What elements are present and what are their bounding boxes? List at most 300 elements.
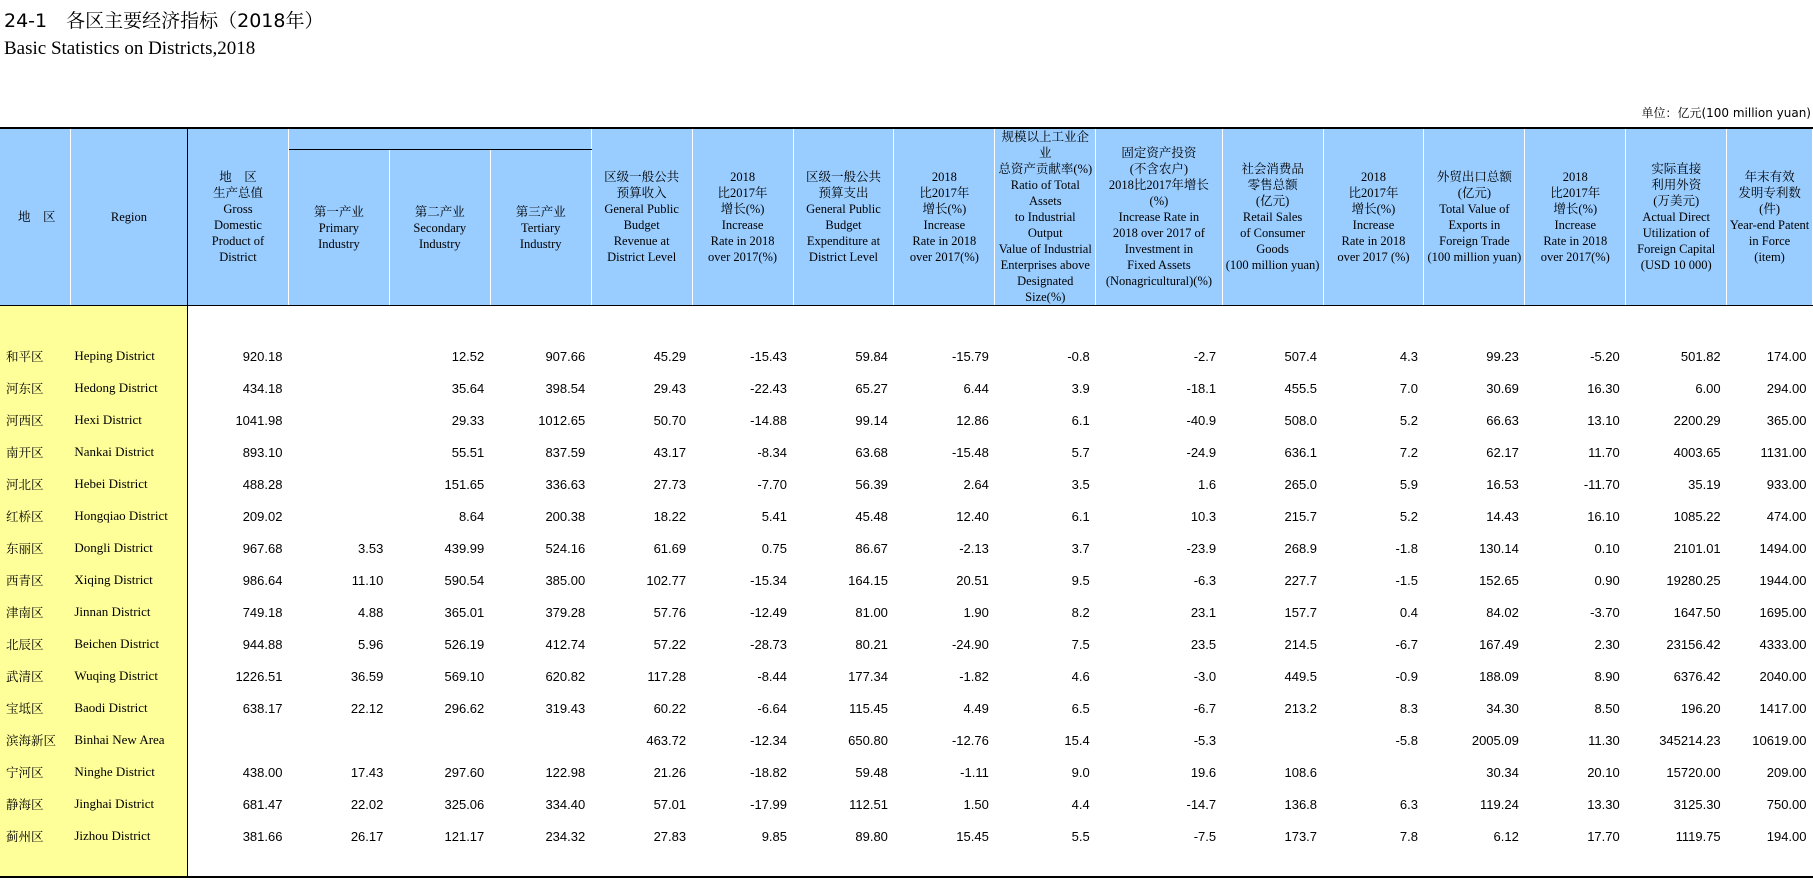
- cell-region-en: Jinnan District: [70, 596, 187, 628]
- header-line: Gross: [223, 202, 253, 216]
- cell-expenditure-rate: 2.64: [963, 476, 989, 492]
- cell-expenditure: 115.45: [849, 700, 888, 716]
- header-line: 增长(%): [1351, 202, 1396, 216]
- header-line: 生产总值: [212, 186, 263, 200]
- header-line: 增长(%): [922, 202, 967, 216]
- cell-retail-rate: 5.2: [1399, 412, 1418, 428]
- cell-exports-rate: -11.70: [1583, 476, 1620, 492]
- table-row: [0, 788, 1813, 820]
- cell-expenditure: 81.00: [855, 604, 888, 620]
- cell-revenue: 45.29: [653, 348, 687, 364]
- cell-fixed-assets-rate: 1.6: [1198, 476, 1217, 492]
- cell-patents: 1695.00: [1759, 604, 1807, 620]
- cell-revenue: 117.28: [647, 668, 687, 684]
- cell-expenditure: 112.51: [849, 796, 888, 812]
- cell-gdp: 967.68: [242, 540, 283, 556]
- header-retail-rate: [1323, 128, 1424, 306]
- cell-region-cn: 静海区: [0, 788, 70, 820]
- cell-revenue: 27.73: [653, 476, 687, 492]
- header-line: over 2017(%): [708, 250, 778, 264]
- cell-industrial-ratio: 4.6: [1071, 668, 1090, 684]
- cell-retail: 507.4: [1284, 348, 1318, 364]
- cell-gdp: 381.66: [242, 828, 283, 844]
- cell-expenditure-rate: -12.76: [951, 732, 989, 748]
- header-line: Goods: [1256, 242, 1289, 256]
- header-line: 2018比2017年增长: [1108, 178, 1209, 192]
- cell-retail-rate: 7.2: [1399, 444, 1418, 460]
- header-line: in Force: [1748, 234, 1791, 248]
- table-row: [0, 596, 1813, 628]
- cell-exports: 167.49: [1479, 636, 1519, 652]
- cell-secondary: 8.64: [458, 508, 485, 524]
- cell-region-cn: 宝坻区: [0, 692, 70, 724]
- header-industry-group: [288, 128, 591, 150]
- cell-revenue: 18.22: [653, 508, 687, 524]
- header-line: 增长(%): [720, 202, 765, 216]
- header-line: 2018: [931, 170, 957, 184]
- header-line: Increase: [721, 218, 764, 232]
- cell-primary: 36.59: [350, 668, 384, 684]
- header-line: 第二产业: [414, 204, 465, 219]
- cell-secondary: 29.33: [451, 412, 485, 428]
- cell-fixed-assets-rate: -3.0: [1193, 668, 1217, 684]
- cell-patents: 750.00: [1766, 796, 1807, 812]
- cell-secondary: 151.65: [444, 476, 485, 492]
- cell-retail: 265.0: [1284, 476, 1318, 492]
- cell-expenditure: 86.67: [855, 540, 888, 556]
- cell-retail-rate: -1.8: [1395, 540, 1418, 556]
- header-revenue: [591, 128, 692, 306]
- cell-gdp: 488.28: [242, 476, 283, 492]
- cell-patents: 294.00: [1766, 380, 1807, 396]
- header-line: General Public: [604, 202, 679, 216]
- cell-retail: 449.5: [1284, 668, 1318, 684]
- header-retail: [1222, 128, 1323, 306]
- header-line: 2018: [1562, 170, 1588, 184]
- header-industrial-ratio: [995, 128, 1096, 306]
- header-line: District Level: [808, 250, 878, 264]
- cell-fixed-assets-rate: 23.5: [1190, 636, 1217, 652]
- cell-exports: 130.14: [1479, 540, 1519, 556]
- cell-gdp: 1226.51: [235, 668, 283, 684]
- cell-region-en: Heping District: [70, 340, 187, 372]
- table-row: [0, 340, 1813, 372]
- cell-industrial-ratio: 7.5: [1071, 636, 1090, 652]
- cell-fdi: 2200.29: [1673, 412, 1721, 428]
- cell-expenditure: 164.15: [848, 572, 888, 588]
- cell-exports-rate: 16.30: [1587, 380, 1620, 396]
- header-line: (件): [1759, 202, 1780, 216]
- cell-exports: 34.30: [1486, 700, 1519, 716]
- cell-revenue-rate: 0.75: [761, 540, 788, 556]
- cell-fixed-assets-rate: -2.7: [1193, 348, 1217, 364]
- cell-gdp: 749.18: [242, 604, 283, 620]
- cell-fdi: 1119.75: [1675, 828, 1721, 844]
- cell-exports-rate: 11.30: [1588, 732, 1620, 748]
- header-line: Rate in 2018: [710, 234, 775, 248]
- header-line: 增长(%): [1553, 202, 1598, 216]
- cell-patents: 933.00: [1766, 476, 1807, 492]
- cell-retail-rate: 5.9: [1399, 476, 1418, 492]
- header-line: 总资产贡献率(%): [998, 162, 1093, 176]
- cell-fixed-assets-rate: -7.5: [1193, 828, 1217, 844]
- cell-exports-rate: -5.20: [1590, 348, 1620, 364]
- cell-exports-rate: 13.10: [1587, 412, 1620, 428]
- header-line: Exports in: [1448, 218, 1501, 232]
- cell-region-cn: 和平区: [0, 340, 70, 372]
- cell-retail: 214.5: [1284, 636, 1318, 652]
- cell-region-en: Jizhou District: [70, 820, 187, 852]
- cell-tertiary: 524.16: [545, 540, 586, 556]
- header-line: Product of: [211, 234, 265, 248]
- cell-fixed-assets-rate: -18.1: [1186, 380, 1217, 396]
- cell-gdp: 209.02: [242, 508, 283, 524]
- cell-fdi: 23156.42: [1666, 636, 1721, 652]
- header-line: 利用外资: [1651, 178, 1702, 192]
- cell-region-en: Hongqiao District: [70, 500, 187, 532]
- cell-region-cn: 河西区: [0, 404, 70, 436]
- cell-expenditure: 650.80: [848, 732, 888, 748]
- cell-primary: [288, 340, 389, 372]
- cell-secondary: 35.64: [451, 380, 485, 396]
- cell-exports-rate: 0.10: [1594, 540, 1620, 556]
- header-line: Ratio of Total Assets: [1010, 178, 1080, 208]
- cell-exports: 152.65: [1479, 572, 1519, 588]
- header-line: 年末有效: [1744, 170, 1795, 184]
- header-expenditure: [793, 128, 894, 306]
- cell-region-cn: 津南区: [0, 596, 70, 628]
- header-tertiary: [490, 150, 591, 306]
- cell-retail: 215.7: [1284, 508, 1318, 524]
- cell-revenue-rate: -7.70: [757, 476, 788, 492]
- cell-industrial-ratio: 6.5: [1071, 700, 1090, 716]
- cell-primary: 26.17: [350, 828, 384, 844]
- cell-expenditure: 45.48: [855, 508, 888, 524]
- cell-primary: [288, 500, 389, 532]
- cell-industrial-ratio: 6.1: [1071, 412, 1090, 428]
- cell-secondary: 55.51: [451, 444, 485, 460]
- header-line: Industry: [519, 236, 562, 251]
- cell-revenue: 463.72: [646, 732, 687, 748]
- cell-fdi: 6376.42: [1673, 668, 1721, 684]
- cell-revenue: 61.69: [653, 540, 687, 556]
- header-line: Budget: [623, 218, 660, 232]
- cell-retail-rate: 4.3: [1399, 348, 1418, 364]
- cell-fixed-assets-rate: -14.7: [1186, 796, 1217, 812]
- cell-exports: 30.69: [1486, 380, 1519, 396]
- cell-revenue-rate: -12.34: [750, 732, 788, 748]
- cell-region-cn: 滨海新区: [0, 724, 70, 756]
- header-line: (100 million yuan): [1427, 250, 1522, 264]
- header-line: 固定资产投资: [1121, 146, 1197, 160]
- cell-gdp: 1041.98: [235, 412, 283, 428]
- page-title-cn: 24-1 各区主要经济指标（2018年）: [4, 10, 324, 32]
- cell-industrial-ratio: 3.9: [1071, 380, 1090, 396]
- cell-region-en: Hexi District: [70, 404, 187, 436]
- header-line: Value of Industrial: [998, 242, 1092, 256]
- cell-gdp: 986.64: [242, 572, 283, 588]
- cell-secondary: 325.06: [444, 796, 485, 812]
- header-line: 比2017年: [1550, 186, 1601, 200]
- cell-exports: 14.43: [1486, 508, 1519, 524]
- cell-patents: 2040.00: [1759, 668, 1807, 684]
- cell-retail-rate: 7.0: [1399, 380, 1418, 396]
- cell-secondary: [389, 724, 490, 756]
- cell-secondary: 297.60: [444, 764, 485, 780]
- cell-retail-rate: -5.8: [1395, 732, 1418, 748]
- table-row: [0, 660, 1813, 692]
- header-line: Investment in: [1124, 242, 1194, 256]
- cell-tertiary: 122.98: [545, 764, 586, 780]
- table-row: [0, 628, 1813, 660]
- table-row: [0, 756, 1813, 788]
- statistics-table: [0, 127, 1813, 878]
- cell-retail: 136.8: [1284, 796, 1318, 812]
- header-line: Tertiary: [521, 220, 561, 235]
- cell-revenue-rate: -6.64: [757, 700, 788, 716]
- cell-fdi: 1647.50: [1673, 604, 1721, 620]
- cell-fixed-assets-rate: -5.3: [1193, 732, 1217, 748]
- unit-label: 单位：亿元(100 million yuan): [1641, 106, 1811, 120]
- cell-revenue-rate: -15.43: [750, 348, 788, 364]
- cell-primary: 22.12: [350, 700, 384, 716]
- cell-revenue: 57.76: [653, 604, 687, 620]
- header-line: Domestic: [214, 218, 262, 232]
- cell-primary: 17.43: [350, 764, 384, 780]
- page-title-en: Basic Statistics on Districts,2018: [4, 38, 256, 59]
- cell-region-en: Nankai District: [70, 436, 187, 468]
- cell-region-cn: 北辰区: [0, 628, 70, 660]
- cell-secondary: 439.99: [444, 540, 485, 556]
- table-row: [0, 372, 1813, 404]
- header-line: Utilization of: [1642, 226, 1710, 240]
- cell-patents: 1494.00: [1759, 540, 1807, 556]
- cell-primary: [288, 468, 389, 500]
- cell-expenditure-rate: -1.11: [960, 764, 989, 780]
- header-line: 零售总额: [1247, 178, 1298, 192]
- cell-fdi: 196.20: [1680, 700, 1721, 716]
- header-line: 第三产业: [515, 204, 566, 219]
- cell-expenditure-rate: -15.79: [951, 348, 989, 364]
- cell-expenditure-rate: 6.44: [963, 380, 989, 396]
- cell-revenue-rate: -28.73: [750, 636, 788, 652]
- header-line: (USD 10 000): [1640, 258, 1712, 272]
- header-line: Expenditure at: [806, 234, 881, 248]
- header-line: over 2017(%): [909, 250, 979, 264]
- cell-exports-rate: 8.90: [1594, 668, 1620, 684]
- cell-industrial-ratio: 5.5: [1071, 828, 1090, 844]
- header-line: Budget: [825, 218, 862, 232]
- cell-primary: 11.10: [351, 572, 384, 588]
- header-line: 比2017年: [717, 186, 768, 200]
- cell-tertiary: 234.32: [545, 828, 586, 844]
- cell-fdi: 35.19: [1688, 476, 1721, 492]
- cell-region-cn: 河东区: [0, 372, 70, 404]
- cell-fixed-assets-rate: 23.1: [1190, 604, 1217, 620]
- cell-patents: 4333.00: [1759, 636, 1807, 652]
- cell-tertiary: 1012.65: [538, 412, 586, 428]
- cell-expenditure: 89.80: [855, 828, 888, 844]
- header-line: District: [219, 250, 257, 264]
- cell-revenue: 102.77: [646, 572, 687, 588]
- cell-fixed-assets-rate: -23.9: [1186, 540, 1217, 556]
- header-line: 实际直接: [1651, 162, 1702, 176]
- cell-revenue: 29.43: [653, 380, 687, 396]
- cell-secondary: 365.01: [444, 604, 485, 620]
- cell-patents: 1417.00: [1759, 700, 1807, 716]
- cell-exports: 6.12: [1493, 828, 1519, 844]
- cell-retail-rate: 8.3: [1399, 700, 1418, 716]
- header-line: 规模以上工业企业: [1001, 130, 1090, 160]
- cell-tertiary: 379.28: [545, 604, 586, 620]
- cell-region-en: Jinghai District: [70, 788, 187, 820]
- cell-expenditure-rate: 15.45: [956, 828, 989, 844]
- header-line: (不含农户): [1129, 162, 1189, 176]
- cell-industrial-ratio: 15.4: [1064, 732, 1090, 748]
- cell-region-en: Baodi District: [70, 692, 187, 724]
- cell-revenue: 43.17: [653, 444, 687, 460]
- cell-expenditure: 56.39: [855, 476, 888, 492]
- cell-secondary: 12.52: [451, 348, 485, 364]
- header-line: Rate in 2018: [1341, 234, 1406, 248]
- header-line: Industry: [418, 236, 461, 251]
- cell-retail: 213.2: [1284, 700, 1318, 716]
- cell-retail: 157.7: [1284, 604, 1318, 620]
- cell-expenditure: 65.27: [855, 380, 888, 396]
- cell-primary: 4.88: [358, 604, 384, 620]
- cell-region-en: Xiqing District: [70, 564, 187, 596]
- header-line: 2018 over 2017 of: [1112, 226, 1205, 240]
- header-line: Rate in 2018: [1543, 234, 1608, 248]
- header-line: 2018: [730, 170, 756, 184]
- header-line: 预算收入: [616, 186, 667, 200]
- cell-revenue: 57.22: [653, 636, 687, 652]
- cell-gdp: 681.47: [242, 796, 283, 812]
- cell-retail-rate: -1.5: [1395, 572, 1418, 588]
- cell-expenditure-rate: 20.51: [956, 572, 989, 588]
- cell-region-cn: 南开区: [0, 436, 70, 468]
- table-row: [0, 724, 1813, 756]
- header-region-en: Region: [70, 128, 187, 306]
- cell-expenditure-rate: -1.82: [959, 668, 989, 684]
- cell-retail-rate: 7.8: [1399, 828, 1418, 844]
- header-fixed-assets: [1096, 128, 1222, 306]
- cell-exports: 62.17: [1486, 444, 1519, 460]
- cell-fdi: 1085.22: [1673, 508, 1721, 524]
- cell-fixed-assets-rate: -40.9: [1186, 412, 1217, 428]
- cell-retail: 173.7: [1284, 828, 1318, 844]
- cell-exports-rate: 2.30: [1594, 636, 1620, 652]
- header-line: Retail Sales: [1242, 210, 1303, 224]
- cell-gdp: [188, 724, 289, 756]
- header-line: Designated Size(%): [1017, 274, 1074, 304]
- header-line: Actual Direct: [1642, 210, 1711, 224]
- header-line: Primary: [318, 220, 360, 235]
- cell-retail: 108.6: [1284, 764, 1318, 780]
- cell-patents: 1131.00: [1760, 444, 1807, 460]
- header-line: 区级一般公共: [604, 170, 680, 184]
- cell-gdp: 438.00: [242, 764, 283, 780]
- cell-exports-rate: 8.50: [1594, 700, 1620, 716]
- cell-region-en: Binhai New Area: [70, 724, 187, 756]
- table-row: [0, 468, 1813, 500]
- cell-expenditure-rate: 12.40: [956, 508, 989, 524]
- cell-expenditure-rate: -15.48: [951, 444, 989, 460]
- header-exports-rate: [1525, 128, 1626, 306]
- cell-exports-rate: 11.70: [1588, 444, 1620, 460]
- cell-tertiary: 907.66: [545, 348, 586, 364]
- cell-region-en: Ninghe District: [70, 756, 187, 788]
- cell-revenue-rate: 5.41: [761, 508, 788, 524]
- cell-expenditure-rate: 12.86: [956, 412, 989, 428]
- cell-expenditure: 99.14: [855, 412, 888, 428]
- cell-expenditure: 63.68: [855, 444, 888, 460]
- cell-patents: 474.00: [1766, 508, 1807, 524]
- cell-primary: 22.02: [350, 796, 384, 812]
- header-expenditure-rate: [894, 128, 995, 306]
- cell-tertiary: 620.82: [545, 668, 586, 684]
- cell-patents: 194.00: [1766, 828, 1807, 844]
- header-line: 地 区: [219, 170, 257, 184]
- cell-gdp: 638.17: [242, 700, 283, 716]
- table-row: [0, 532, 1813, 564]
- cell-retail-rate: 6.3: [1399, 796, 1418, 812]
- cell-gdp: 920.18: [242, 348, 283, 364]
- cell-revenue-rate: -22.43: [750, 380, 788, 396]
- cell-fixed-assets-rate: -24.9: [1186, 444, 1217, 460]
- cell-expenditure: 59.48: [855, 764, 888, 780]
- header-line: Rate in 2018: [912, 234, 977, 248]
- cell-revenue: 60.22: [653, 700, 687, 716]
- cell-expenditure: 59.84: [855, 348, 888, 364]
- header-line: to Industrial Output: [1014, 210, 1076, 240]
- cell-revenue-rate: -15.34: [750, 572, 788, 588]
- cell-primary: 5.96: [358, 636, 384, 652]
- cell-region-cn: 红桥区: [0, 500, 70, 532]
- header-line: Secondary: [413, 220, 467, 235]
- cell-retail: [1222, 724, 1323, 756]
- cell-region-cn: 武清区: [0, 660, 70, 692]
- cell-expenditure-rate: 4.49: [963, 700, 989, 716]
- cell-exports-rate: 17.70: [1587, 828, 1620, 844]
- header-line: Industry: [318, 236, 360, 251]
- table-row: [0, 820, 1813, 852]
- cell-fdi: 15720.00: [1666, 764, 1721, 780]
- cell-patents: 174.00: [1766, 348, 1807, 364]
- cell-industrial-ratio: 9.0: [1071, 764, 1090, 780]
- cell-patents: 365.00: [1766, 412, 1807, 428]
- cell-gdp: 944.88: [242, 636, 283, 652]
- cell-region-cn: 东丽区: [0, 532, 70, 564]
- header-line: Year-end Patent: [1729, 218, 1810, 232]
- header-exports: [1424, 128, 1525, 306]
- table-row: [0, 500, 1813, 532]
- cell-revenue: 27.83: [653, 828, 687, 844]
- cell-fdi: 2101.01: [1673, 540, 1721, 556]
- cell-region-en: Hedong District: [70, 372, 187, 404]
- header-line: Increase Rate in: [1118, 210, 1200, 224]
- header-gdp: [188, 128, 289, 306]
- cell-tertiary: [490, 724, 591, 756]
- cell-tertiary: 319.43: [545, 700, 586, 716]
- cell-revenue: 21.26: [653, 764, 687, 780]
- header-line: Fixed Assets: [1127, 258, 1191, 272]
- cell-industrial-ratio: 3.5: [1071, 476, 1090, 492]
- cell-expenditure: 177.34: [848, 668, 888, 684]
- cell-exports-rate: 20.10: [1587, 764, 1620, 780]
- cell-revenue-rate: -8.44: [757, 668, 788, 684]
- header-region-cn: 地 区: [0, 128, 70, 306]
